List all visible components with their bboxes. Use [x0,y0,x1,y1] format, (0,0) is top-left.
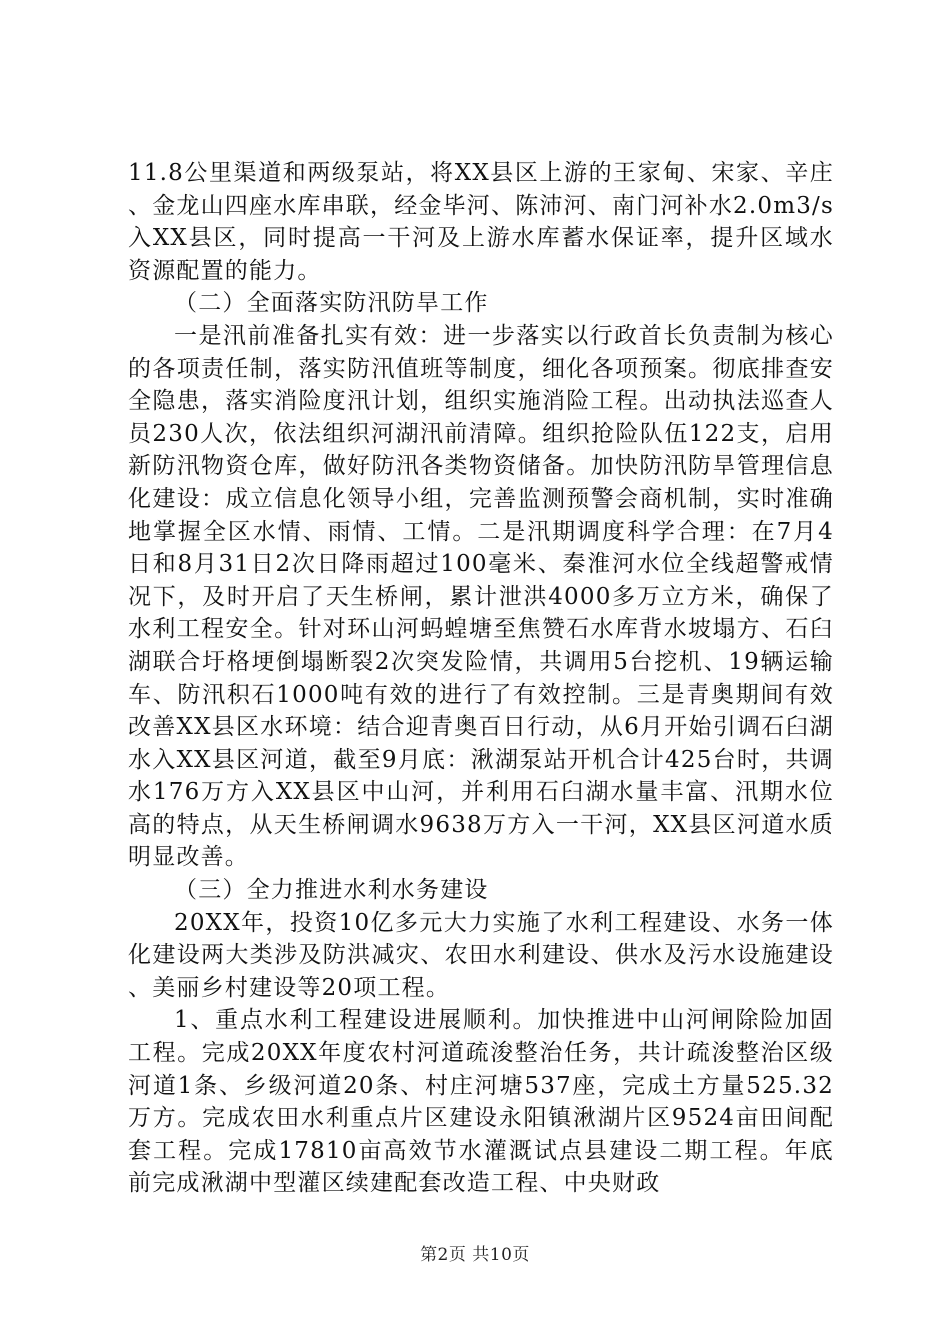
section-heading-water-construction: （三）全力推进水利水务建设 [174,877,489,904]
body-paragraph-investment: 20XX年，投资10亿多元大力实施了水利工程建设、水务一体化建设两大类涉及防洪减灾、农田水利建设、供水及污水设施建设、美丽乡村建设等20项工程。 [128,909,834,1001]
body-paragraph-continuation: 11.8公里渠道和两级泵站，将XX县区上游的王家甸、宋家、辛庄、金龙山四座水库串联，经金毕河、陈沛河、南门河补水2.0m3/s入XX县区，同时提高一干河及上游水库蓄水保证率，提升区域水资源配置的能力。 [128,160,834,284]
document-body [128,157,834,1200]
section-heading-flood-control: （二）全面落实防汛防旱工作 [174,290,489,317]
body-paragraph-key-projects: 1、重点水利工程建设进展顺利。加快推进中山河闸除险加固工程。完成20XX年度农村河道疏浚整治任务，共计疏浚整治区级河道1条、乡级河道20条、村庄河塘537座，完成土方量525.32万方。完成农田水利重点片区建设永阳镇湫湖片区9524亩田间配套工程。完成17810亩高效节水灌溉试点县建设二期工程。年底前完成湫湖中型灌区续建配套改造工程、中央财政 [128,1007,834,1197]
page-number-footer: 第2页 共10页 [420,1245,530,1265]
body-paragraph-flood-control: 一是汛前准备扎实有效：进一步落实以行政首长负责制为核心的各项责任制，落实防汛值班等制度，细化各项预案。彻底排查安全隐患，落实消险度汛计划，组织实施消险工程。出动执法巡查人员230人次，依法组织河湖汛前清障。组织抢险队伍122支，启用新防汛物资仓库，做好防汛各类物资储备。加快防汛防旱管理信息化建设：成立信息化领导小组，完善监测预警会商机制，实时准确地掌握全区水情、雨情、工情。二是汛期调度科学合理：在7月4日和8月31日2次日降雨超过100毫米、秦淮河水位全线超警戒情况下，及时开启了天生桥闸，累计泄洪4000多万立方米，确保了水利工程安全。针对环山河蚂蝗塘至焦赞石水库背水坡塌方、石臼湖联合圩格埂倒塌断裂2次突发险情，共调用5台挖机、19辆运输车、防汛积石1000吨有效的进行了有效控制。三是青奥期间有效改善XX县区水环境：结合迎青奥百日行动，从6月开始引调石臼湖水入XX县区河道，截至9月底：湫湖泵站开机合计425台时，共调水176万方入XX县区中山河，并利用石臼湖水量丰富、汛期水位高的特点，从天生桥闸调水9638万方入一干河，XX县区河道水质明显改善。 [128,322,834,871]
